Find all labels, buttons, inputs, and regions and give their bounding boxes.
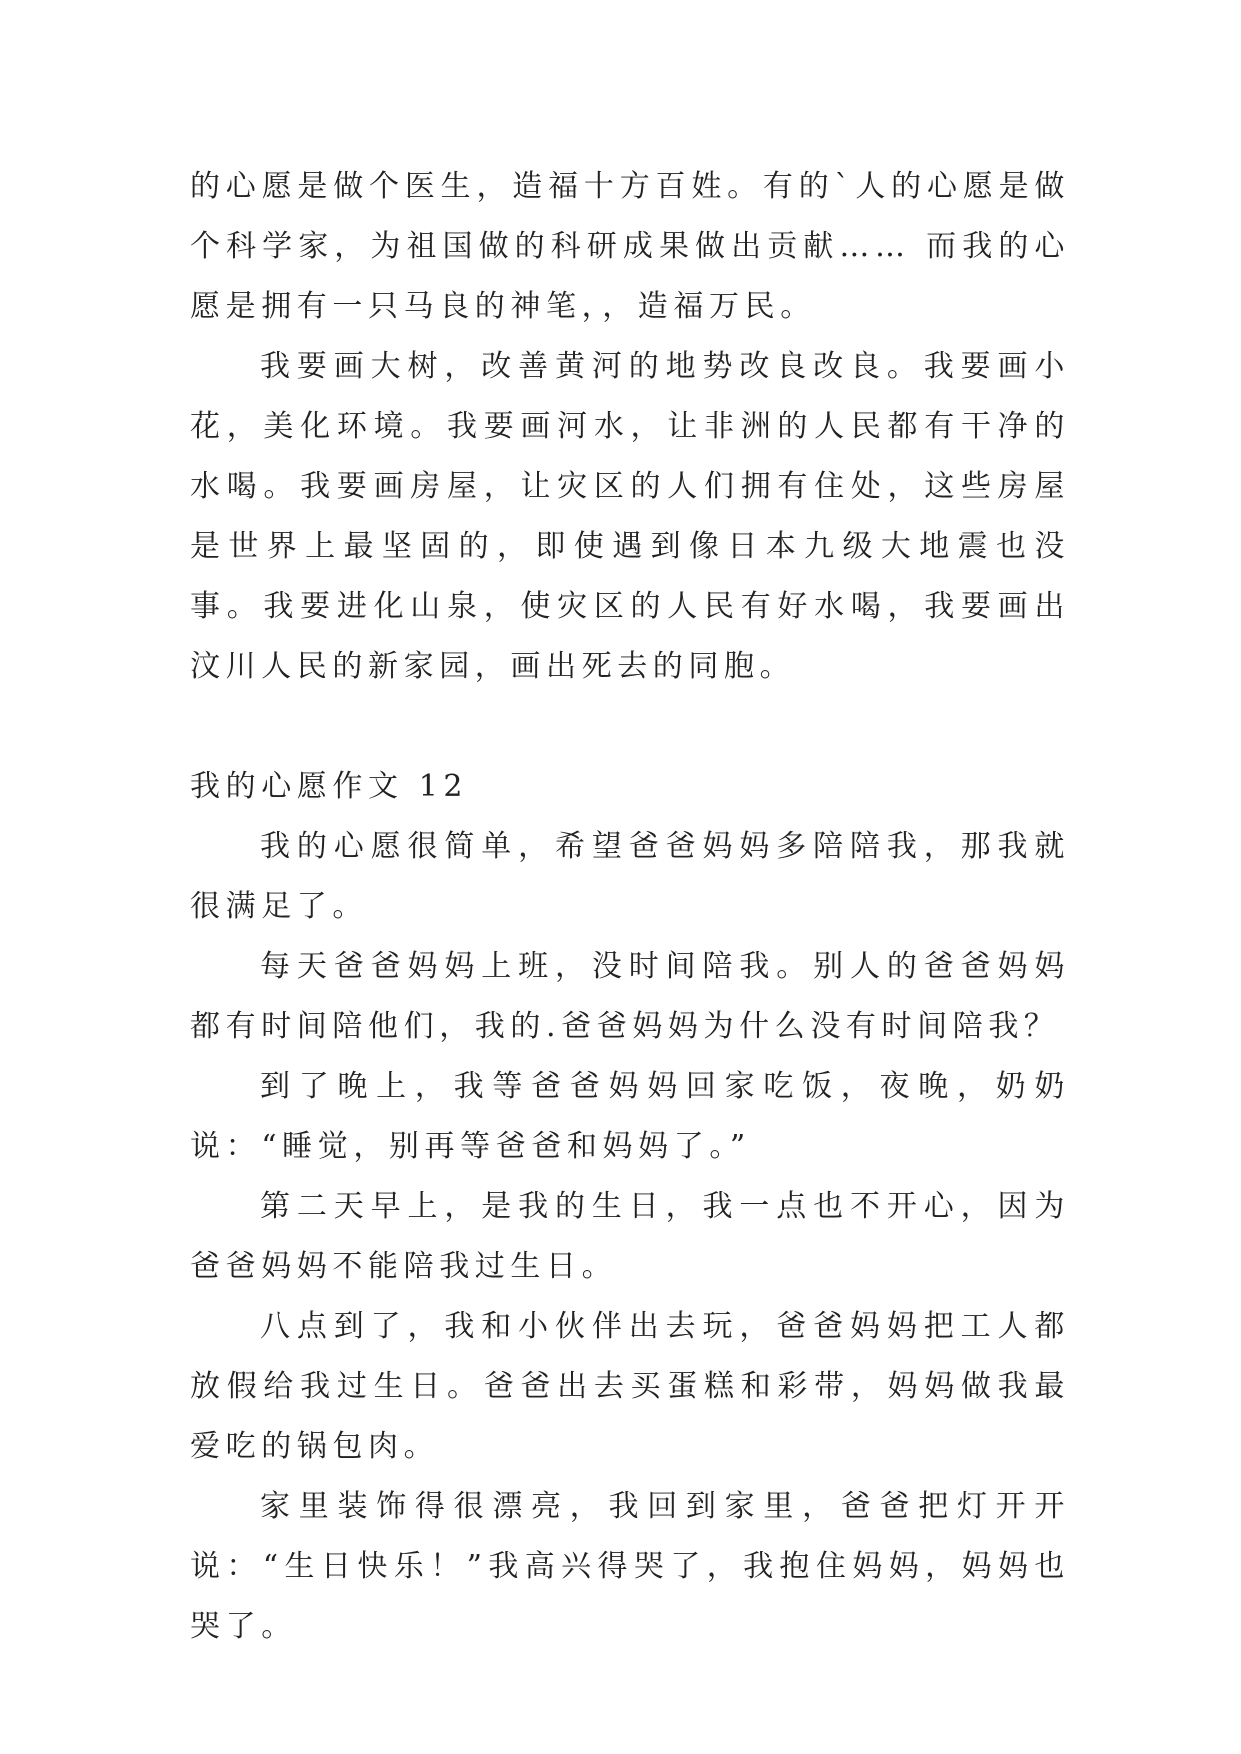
paragraph: 我要画大树，改善黄河的地势改良改良。我要画小花，美化环境。我要画河水，让非洲的人民都有干净的水喝。我要画房屋，让灾区的人们拥有住处，这些房屋是世界上最坚固的，即使遇到像日本九级大地震也没事。我要进化山泉，使灾区的人民有好水喝，我要画出汶川人民的新家园，画出死去的同胞。 bbox=[190, 349, 1070, 684]
paragraph: 每天爸爸妈妈上班，没时间陪我。别人的爸爸妈妈都有时间陪他们，我的.爸爸妈妈为什么没有时间陪我？ bbox=[190, 949, 1070, 1044]
paragraph: 家里装饰得很漂亮，我回到家里，爸爸把灯开开说：“生日快乐！”我高兴得哭了，我抱住妈妈，妈妈也哭了。 bbox=[190, 1489, 1070, 1644]
paragraph: 我的心愿很简单，希望爸爸妈妈多陪陪我，那我就很满足了。 bbox=[190, 829, 1070, 924]
paragraph: 八点到了，我和小伙伴出去玩，爸爸妈妈把工人都放假给我过生日。爸爸出去买蛋糕和彩带，妈妈做我最爱吃的锅包肉。 bbox=[190, 1309, 1070, 1464]
paragraph-continued: 的心愿是做个医生，造福十方百姓。有的`人的心愿是做个科学家，为祖国做的科研成果做出贡献…… 而我的心愿是拥有一只马良的神笔，，造福万民。 bbox=[190, 169, 1070, 324]
document-body bbox=[190, 157, 1070, 1657]
paragraph: 到了晚上，我等爸爸妈妈回家吃饭，夜晚，奶奶说：“睡觉，别再等爸爸和妈妈了。” bbox=[190, 1069, 1070, 1164]
section-title: 我的心愿作文 12 bbox=[190, 769, 469, 804]
paragraph: 第二天早上，是我的生日，我一点也不开心，因为爸爸妈妈不能陪我过生日。 bbox=[190, 1189, 1070, 1284]
